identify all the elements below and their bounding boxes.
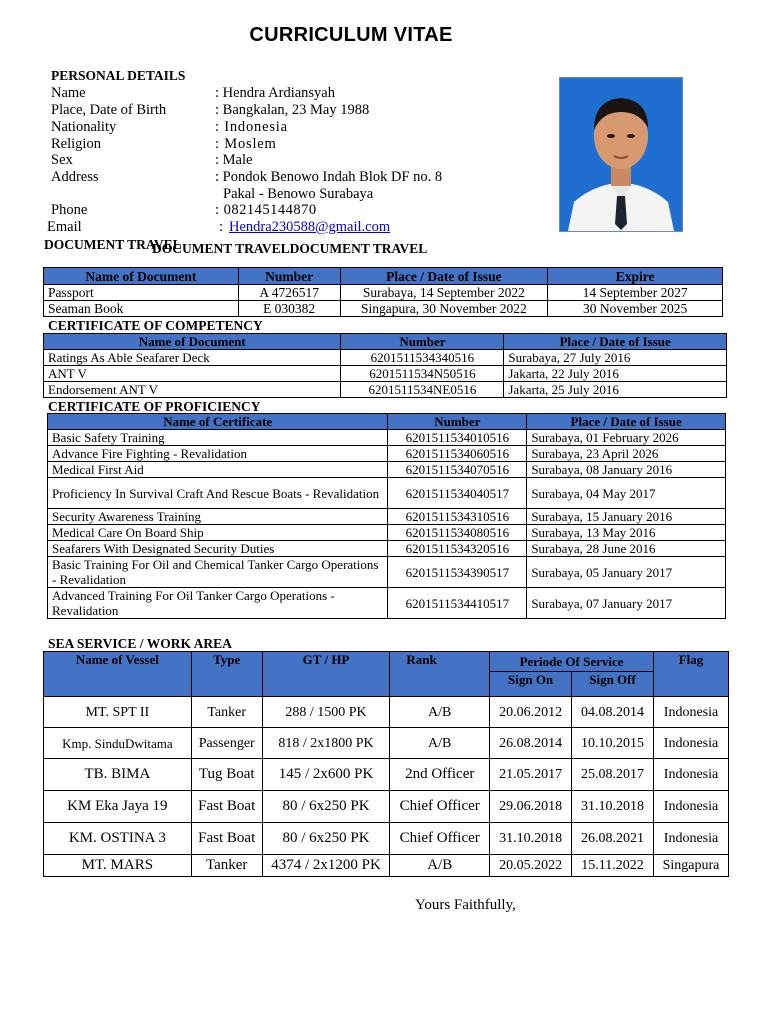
table-cell: A/B <box>390 728 490 759</box>
table-row <box>44 791 729 823</box>
sea-service-heading: SEA SERVICE / WORK AREA <box>48 636 232 651</box>
table-row <box>44 697 729 728</box>
col-header: Number <box>341 334 504 350</box>
table-cell: 31.10.2018 <box>490 823 572 855</box>
nationality-value: : Indonesia <box>215 119 288 135</box>
table-cell: KM. OSTINA 3 <box>44 823 192 855</box>
table-cell: Tug Boat <box>191 759 262 791</box>
email-label: Email <box>47 219 82 235</box>
col-header: Name of Document <box>44 334 341 350</box>
table-cell: 26.08.2014 <box>490 728 572 759</box>
table-cell: Basic Safety Training <box>48 430 388 446</box>
col-header: Type <box>191 652 262 697</box>
col-header: Periode Of Service <box>490 652 654 672</box>
col-header: Sign On <box>490 672 572 697</box>
table-cell: KM Eka Jaya 19 <box>44 791 192 823</box>
email-link[interactable]: Hendra230588@gmail.com <box>229 219 391 235</box>
col-header: Number <box>388 414 527 430</box>
closing-text: Yours Faithfully, <box>415 897 516 913</box>
table-cell: 04.08.2014 <box>572 697 654 728</box>
table-cell: 818 / 2x1800 PK <box>262 728 390 759</box>
table-cell: Advance Fire Fighting - Revalidation <box>48 446 388 462</box>
table-cell: 6201511534340516 <box>341 350 504 366</box>
table-row <box>44 301 723 317</box>
table-cell: Tanker <box>191 697 262 728</box>
table-cell: A/B <box>390 697 490 728</box>
document-travel-heading-duplicate: DOCUMENT TRAVELDOCUMENT TRAVEL <box>152 241 428 256</box>
table-cell: Medical Care On Board Ship <box>48 525 388 541</box>
table-row <box>44 855 729 877</box>
col-header: Place / Date of Issue <box>340 268 548 285</box>
table-row <box>48 588 726 619</box>
table-row <box>48 446 726 462</box>
table-cell: A/B <box>390 855 490 877</box>
table-cell: Chief Officer <box>390 791 490 823</box>
sex-value: : Male <box>215 152 253 168</box>
table-cell: 6201511534410517 <box>388 588 527 619</box>
table-cell: Surabaya, 14 September 2022 <box>340 285 548 301</box>
address-line2: Pakal - Benowo Surabaya <box>223 186 374 202</box>
col-header: Name of Vessel <box>44 652 192 697</box>
table-cell: 80 / 6x250 PK <box>262 791 390 823</box>
proficiency-table <box>47 413 726 619</box>
table-cell: 6201511534310516 <box>388 509 527 525</box>
table-row <box>48 541 726 557</box>
table-cell: Medical First Aid <box>48 462 388 478</box>
competency-heading: CERTIFICATE OF COMPETENCY <box>48 318 263 333</box>
table-row <box>48 525 726 541</box>
table-cell: 6201511534320516 <box>388 541 527 557</box>
table-row <box>44 285 723 301</box>
table-cell: 80 / 6x250 PK <box>262 823 390 855</box>
table-cell: Tanker <box>191 855 262 877</box>
table-row <box>44 350 727 366</box>
table-cell: 26.08.2021 <box>572 823 654 855</box>
col-header: Place / Date of Issue <box>527 414 726 430</box>
table-row <box>48 557 726 588</box>
table-cell: 6201511534080516 <box>388 525 527 541</box>
table-cell: Jakarta, 22 July 2016 <box>504 366 727 382</box>
table-cell: Security Awareness Training <box>48 509 388 525</box>
table-cell: A 4726517 <box>238 285 340 301</box>
table-cell: 20.06.2012 <box>490 697 572 728</box>
table-cell: Passport <box>44 285 239 301</box>
table-row <box>44 382 727 398</box>
name-label: Name <box>51 85 86 101</box>
table-cell: 288 / 1500 PK <box>262 697 390 728</box>
col-header: Expire <box>548 268 723 285</box>
nationality-label: Nationality <box>51 119 117 135</box>
table-cell: MT. SPT II <box>44 697 192 728</box>
document-travel-heading: DOCUMENT TRAVEL <box>44 237 182 252</box>
table-cell: 6201511534390517 <box>388 557 527 588</box>
table-row <box>44 759 729 791</box>
table-cell: 31.10.2018 <box>572 791 654 823</box>
col-header: Rank <box>390 652 490 697</box>
table-cell: Surabaya, 28 June 2016 <box>527 541 726 557</box>
table-cell: 25.08.2017 <box>572 759 654 791</box>
table-cell: 2nd Officer <box>390 759 490 791</box>
table-cell: 4374 / 2x1200 PK <box>262 855 390 877</box>
table-cell: Chief Officer <box>390 823 490 855</box>
table-cell: Surabaya, 23 April 2026 <box>527 446 726 462</box>
table-cell: Kmp. SinduDwitama <box>44 728 192 759</box>
table-cell: Singapura, 30 November 2022 <box>340 301 548 317</box>
col-header: Name of Certificate <box>48 414 388 430</box>
page-title: CURRICULUM VITAE <box>249 24 453 46</box>
table-cell: Fast Boat <box>191 823 262 855</box>
table-cell: 29.06.2018 <box>490 791 572 823</box>
table-cell: Surabaya, 04 May 2017 <box>527 478 726 509</box>
table-cell: 145 / 2x600 PK <box>262 759 390 791</box>
birth-value: : Bangkalan, 23 May 1988 <box>215 102 370 118</box>
table-cell: 10.10.2015 <box>572 728 654 759</box>
table-cell: Ratings As Able Seafarer Deck <box>44 350 341 366</box>
table-row <box>44 823 729 855</box>
proficiency-heading: CERTIFICATE OF PROFICIENCY <box>48 399 261 414</box>
profile-photo <box>559 77 683 232</box>
table-row <box>48 509 726 525</box>
table-cell: Indonesia <box>654 759 729 791</box>
col-header: GT / HP <box>262 652 390 697</box>
table-cell: 6201511534010516 <box>388 430 527 446</box>
birth-label: Place, Date of Birth <box>51 102 167 118</box>
table-cell: 30 November 2025 <box>548 301 723 317</box>
name-value: : Hendra Ardiansyah <box>215 85 335 101</box>
table-cell: MT. MARS <box>44 855 192 877</box>
table-cell: E 030382 <box>238 301 340 317</box>
table-cell: TB. BIMA <box>44 759 192 791</box>
table-cell: Surabaya, 13 May 2016 <box>527 525 726 541</box>
table-cell: 6201511534040517 <box>388 478 527 509</box>
table-cell: Surabaya, 05 January 2017 <box>527 557 726 588</box>
col-header: Sign Off <box>572 672 654 697</box>
table-cell: 6201511534060516 <box>388 446 527 462</box>
table-cell: Endorsement ANT V <box>44 382 341 398</box>
religion-label: Religion <box>51 136 101 152</box>
table-cell: Passenger <box>191 728 262 759</box>
col-header: Place / Date of Issue <box>504 334 727 350</box>
table-row <box>44 728 729 759</box>
table-cell: Indonesia <box>654 697 729 728</box>
table-cell: Advanced Training For Oil Tanker Cargo Operations - Revalidation <box>48 588 388 619</box>
table-cell: Fast Boat <box>191 791 262 823</box>
table-cell: Proficiency In Survival Craft And Rescue Boats - Revalidation <box>48 478 388 509</box>
phone-value: : 082145144870 <box>215 202 317 218</box>
col-header: Number <box>238 268 340 285</box>
table-cell: Indonesia <box>654 728 729 759</box>
table-cell: Singapura <box>654 855 729 877</box>
table-row <box>44 366 727 382</box>
table-cell: Seaman Book <box>44 301 239 317</box>
email-colon: : <box>219 219 224 235</box>
table-cell: Surabaya, 27 July 2016 <box>504 350 727 366</box>
table-cell: Jakarta, 25 July 2016 <box>504 382 727 398</box>
sex-label: Sex <box>51 152 73 168</box>
address-value: : Pondok Benowo Indah Blok DF no. 8 <box>215 169 443 185</box>
competency-table <box>43 333 727 398</box>
table-row <box>48 462 726 478</box>
phone-label: Phone <box>51 202 88 218</box>
personal-details-heading: PERSONAL DETAILS <box>51 68 186 83</box>
table-cell: Indonesia <box>654 791 729 823</box>
table-cell: Surabaya, 08 January 2016 <box>527 462 726 478</box>
religion-value: : Moslem <box>215 136 277 152</box>
table-cell: 15.11.2022 <box>572 855 654 877</box>
col-header: Flag <box>654 652 729 697</box>
table-cell: Indonesia <box>654 823 729 855</box>
table-cell: Surabaya, 07 January 2017 <box>527 588 726 619</box>
sea-service-table <box>43 651 729 877</box>
table-cell: 6201511534NE0516 <box>341 382 504 398</box>
table-cell: Seafarers With Designated Security Duties <box>48 541 388 557</box>
table-cell: 21.05.2017 <box>490 759 572 791</box>
table-row <box>48 430 726 446</box>
table-cell: Basic Training For Oil and Chemical Tanker Cargo Operations - Revalidation <box>48 557 388 588</box>
table-cell: 14 September 2027 <box>548 285 723 301</box>
table-cell: 20.05.2022 <box>490 855 572 877</box>
col-header: Name of Document <box>44 268 239 285</box>
table-cell: 6201511534070516 <box>388 462 527 478</box>
table-cell: Surabaya, 01 February 2026 <box>527 430 726 446</box>
document-travel-table <box>43 267 723 317</box>
table-row <box>48 478 726 509</box>
address-label: Address <box>51 169 99 185</box>
table-cell: Surabaya, 15 January 2016 <box>527 509 726 525</box>
table-cell: 6201511534N50516 <box>341 366 504 382</box>
table-cell: ANT V <box>44 366 341 382</box>
